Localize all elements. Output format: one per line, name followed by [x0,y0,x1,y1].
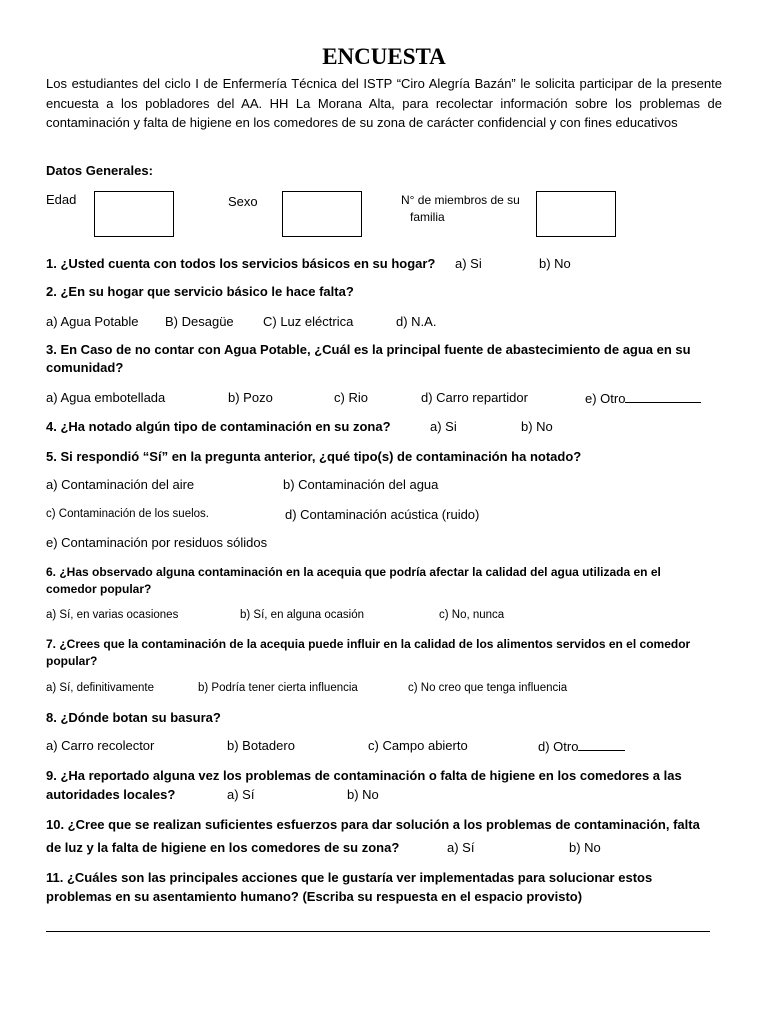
intro-paragraph: Los estudiantes del ciclo I de Enfermería Técnica del ISTP “Ciro Alegría Bazán” le solicita participar de la presente encuesta a los pobladores del AA. HH La Morana Alta, para recolectar información sobre los problemas de contaminación y falta de higiene en los comedores de su zona de carácter confidencial y con fines educativos [46,76,722,130]
family-members-label-line2: familia [410,210,445,224]
q3-option-a[interactable]: a) Agua embotellada [46,390,166,405]
q1-option-a[interactable]: a) Si [455,256,482,271]
question-11-line1: 11. ¿Cuáles son las principales acciones que le gustaría ver implementadas para solucionar estos [46,870,653,885]
sex-label: Sexo [228,194,258,209]
question-7: 7. ¿Crees que la contaminación de la acequia puede influir en la calidad de los alimentos servidos en el comedor popular? [46,637,691,668]
sex-input-box[interactable] [282,191,362,237]
question-5: 5. Si respondió “Sí” en la pregunta anterior, ¿qué tipo(s) de contaminación ha notado? [46,449,582,464]
general-data-heading: Datos Generales: [46,163,153,178]
q7-option-b[interactable]: b) Podría tener cierta influencia [198,682,358,694]
question-3: 3. En Caso de no contar con Agua Potable, ¿Cuál es la principal fuente de abastecimiento de agua en su comunidad? [46,342,691,375]
q8-option-d-label: d) Otro [538,739,579,754]
question-9-line1: 9. ¿Ha reportado alguna vez los problemas de contaminación o falta de higiene en los comedores a las [46,768,682,783]
question-8: 8. ¿Dónde botan su basura? [46,710,221,725]
family-members-label-line1: N° de miembros de su [401,193,520,207]
q8-option-c[interactable]: c) Campo abierto [368,738,468,753]
question-1: 1. ¿Usted cuenta con todos los servicios básicos en su hogar? [46,256,436,271]
q6-option-b[interactable]: b) Sí, en alguna ocasión [240,609,365,621]
q4-option-a[interactable]: a) Si [430,419,457,434]
q5-option-c[interactable]: c) Contaminación de los suelos. [46,508,209,520]
q6-option-c[interactable]: c) No, nunca [439,609,505,621]
q9-option-b[interactable]: b) No [347,787,379,802]
q10-option-b[interactable]: b) No [569,840,601,855]
q5-option-e[interactable]: e) Contaminación por residuos sólidos [46,535,268,550]
q3-option-d[interactable]: d) Carro repartidor [421,390,528,405]
q3-option-c[interactable]: c) Rio [334,390,368,405]
q5-option-b[interactable]: b) Contaminación del agua [283,477,439,492]
q7-option-c[interactable]: c) No creo que tenga influencia [408,682,568,694]
question-4: 4. ¿Ha notado algún tipo de contaminación en su zona? [46,419,391,434]
q3-other-blank[interactable] [625,390,701,403]
q2-option-d[interactable]: d) N.A. [396,314,437,329]
age-label: Edad [46,192,77,207]
q8-other-blank[interactable] [578,738,625,751]
q9-option-a[interactable]: a) Sí [227,787,255,802]
question-11-line2: problemas en su asentamiento humano? (Escriba su respuesta en el espacio provisto) [46,889,583,904]
family-members-input-box[interactable] [536,191,616,237]
q3-option-b[interactable]: b) Pozo [228,390,273,405]
q4-option-b[interactable]: b) No [521,419,553,434]
q10-option-a[interactable]: a) Sí [447,840,475,855]
question-2: 2. ¿En su hogar que servicio básico le hace falta? [46,284,354,299]
q2-option-b[interactable]: B) Desagüe [165,314,234,329]
question-10-line1: 10. ¿Cree que se realizan suficientes esfuerzos para dar solución a los problemas de contaminación, falta [46,817,700,832]
age-input-box[interactable] [94,191,174,237]
q2-option-c[interactable]: C) Luz eléctrica [263,314,354,329]
question-9-line2: autoridades locales? [46,787,176,802]
q8-option-b[interactable]: b) Botadero [227,738,295,753]
q6-option-a[interactable]: a) Sí, en varias ocasiones [46,609,179,621]
q5-option-d[interactable]: d) Contaminación acústica (ruido) [285,507,480,522]
q8-option-a[interactable]: a) Carro recolector [46,738,155,753]
q3-option-e[interactable] [585,390,701,406]
question-6: 6. ¿Has observado alguna contaminación en la acequia que podría afectar la calidad del agua utilizada en el comedor popular? [46,565,661,596]
q3-option-e-label: e) Otro [585,391,626,406]
q2-option-a[interactable]: a) Agua Potable [46,314,139,329]
q5-option-a[interactable]: a) Contaminación del aire [46,477,195,492]
question-10-line2: de luz y la falta de higiene en los comedores de su zona? [46,840,400,855]
q8-option-d[interactable] [538,738,625,754]
q11-answer-line[interactable] [46,931,710,932]
page-title: ENCUESTA [322,44,446,69]
q1-option-b[interactable]: b) No [539,256,571,271]
q7-option-a[interactable]: a) Sí, definitivamente [46,682,155,694]
